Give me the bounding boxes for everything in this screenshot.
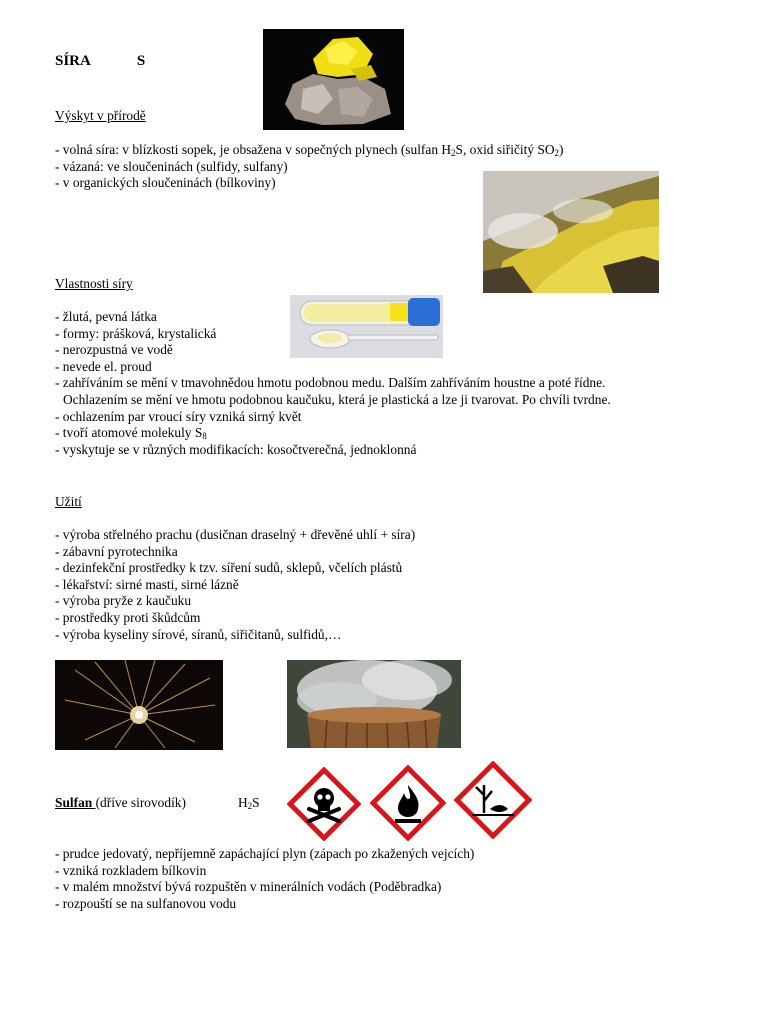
- properties-list: [55, 309, 611, 458]
- list-item: - volná síra: v blízkosti sopek, je obsažena v sopečných plynech (sulfan $H_2S$, oxid siřičitý $SO_2$): [55, 142, 564, 158]
- sulfan-name: Sulfan: [55, 795, 96, 810]
- list-item: - prostředky proti škůdcům: [55, 609, 201, 625]
- list-item: - žlutá, pevná látka: [55, 309, 157, 324]
- sulfan-note: (dříve sirovodík): [95, 795, 186, 810]
- list-item: - nevede el. proud: [55, 358, 152, 374]
- list-item: - výroba pryže z kaučuku: [55, 593, 192, 609]
- list-item: - lékařství: sirné masti, sirné lázně: [55, 576, 239, 592]
- list-item: - dezinfekční prostředky k tzv. síření sudů, sklepů, včelích plástů: [55, 560, 403, 576]
- barrel-smoke-photo: [287, 660, 461, 748]
- environment-hazard-icon: [454, 761, 532, 839]
- uses-heading: Užití: [55, 494, 82, 509]
- title-name: SÍRA: [55, 53, 91, 69]
- list-item: - výroba kyseliny sírové, síranů, siřičitanů, sulfidů,…: [55, 626, 342, 642]
- sulfan-formula: $H_2S$: [238, 795, 260, 811]
- list-item: - zahříváním se mění v tmavohnědou hmotu podobnou medu. Dalším zahříváním houstne a poté řídne.: [55, 375, 606, 391]
- list-item: - v organických sloučeninách (bílkoviny): [55, 175, 276, 191]
- title-symbol: S: [136, 53, 146, 69]
- list-item: - ochlazením par vroucí síry vzniká sirný květ: [55, 408, 302, 424]
- list-item: - výroba střelného prachu (dusičnan draselný + dřevěné uhlí + síra): [55, 527, 416, 542]
- sulfur-crystal-photo: [263, 29, 404, 130]
- volcano-sulfur-photo: [483, 171, 659, 293]
- list-item: - vyskytuje se v různých modifikacích: kosočtverečná, jednoklonná: [55, 441, 417, 457]
- list-item: - rozpouští se na sulfanovou vodu: [55, 895, 237, 911]
- list-item: - prudce jedovatý, nepříjemně zapáchající plyn (zápach po zkažených vejcích): [55, 846, 475, 861]
- uses-list: [55, 527, 415, 643]
- sulfan-heading: [55, 795, 186, 812]
- skull-crossbones-icon: [287, 767, 361, 841]
- list-item: - vázaná: ve sloučeninách (sulfidy, sulfany): [55, 158, 288, 174]
- list-item: - vzniká rozkladem bílkovin: [55, 862, 207, 878]
- sulfan-list: [55, 846, 474, 912]
- occurrence-heading: Výskyt v přírodě: [55, 108, 146, 123]
- properties-heading: Vlastnosti síry: [55, 276, 133, 291]
- list-item: - v malém množství bývá rozpuštěn v minerálních vodách (Poděbradka): [55, 879, 442, 895]
- page-title: [55, 53, 145, 70]
- fireworks-photo: [55, 660, 223, 750]
- list-item: - nerozpustná ve vodě: [55, 342, 173, 358]
- list-item: - zábavní pyrotechnika: [55, 543, 178, 559]
- list-item: Ochlazením se mění ve hmotu podobnou kaučuku, která je plastická a lze ji tvarovat. Po chvíli tvrdne.: [63, 391, 611, 407]
- list-item: - tvoří atomové molekuly $S_8$: [55, 425, 207, 442]
- list-item: - formy: prášková, krystalická: [55, 325, 217, 341]
- flame-icon: [370, 765, 446, 841]
